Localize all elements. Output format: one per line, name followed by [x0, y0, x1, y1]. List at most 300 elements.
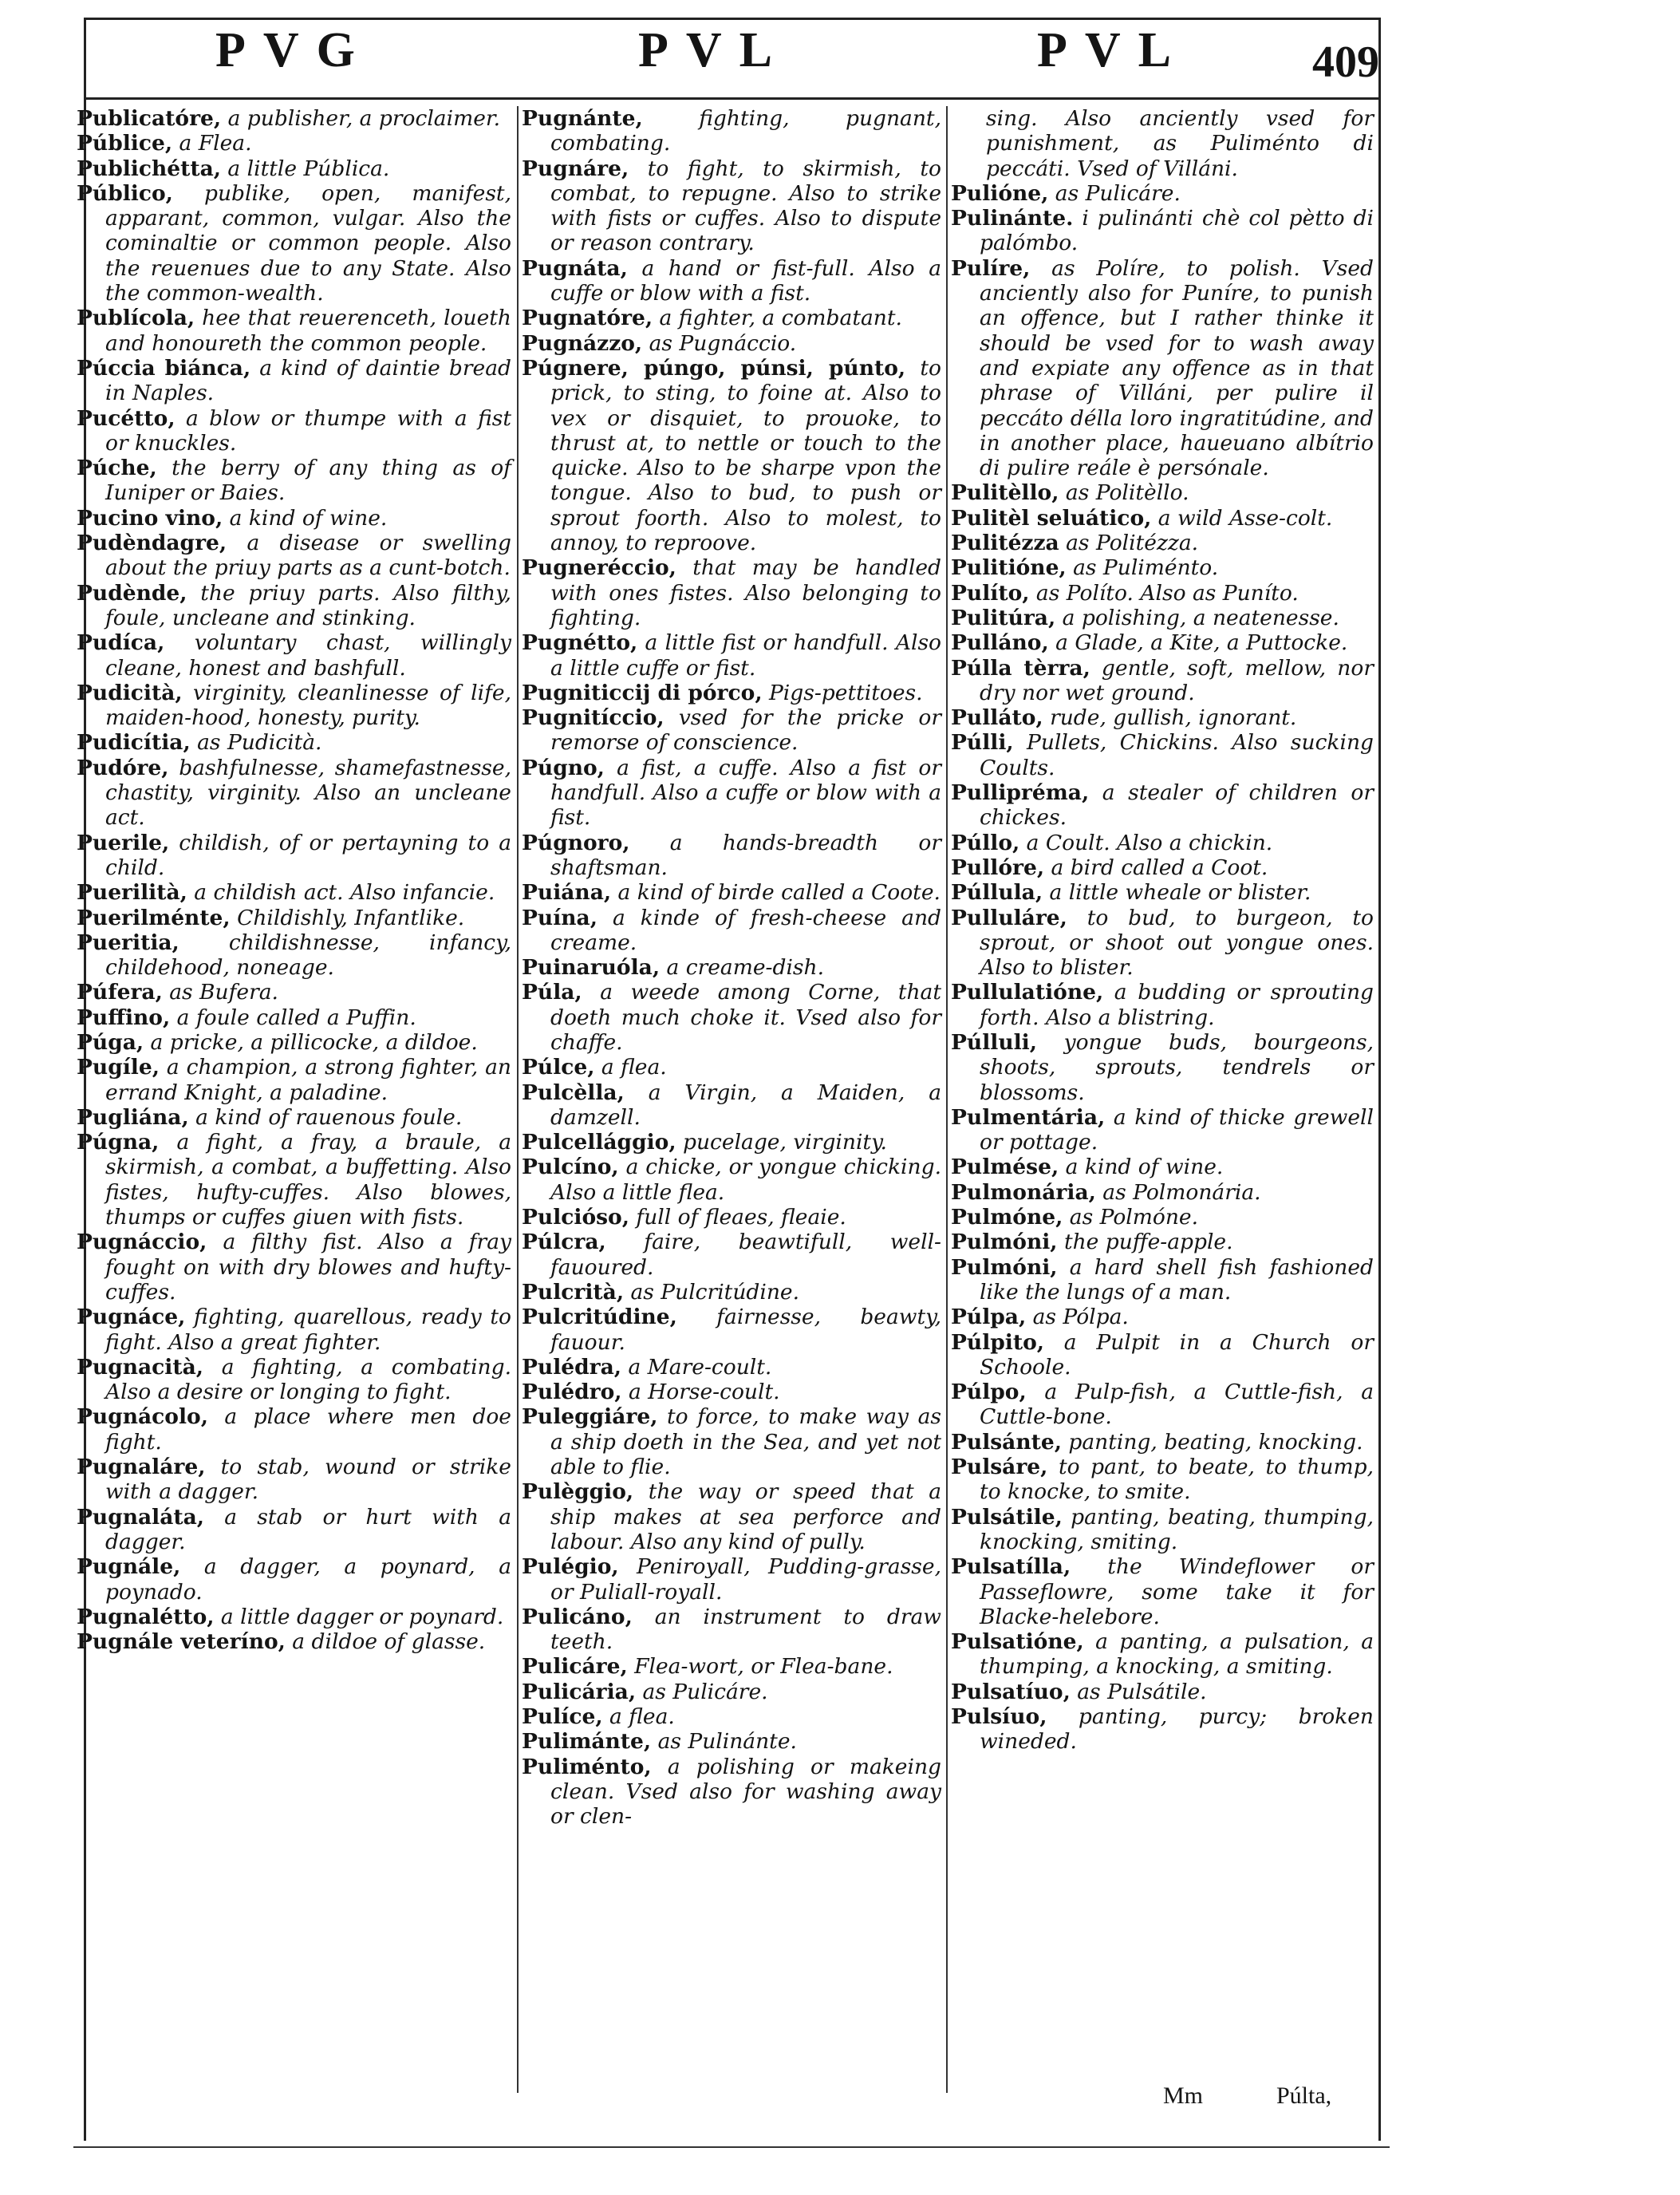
entry-definition: panting, purcy; broken wineded.: [980, 1704, 1374, 1755]
dictionary-entry: [77, 1305, 511, 1355]
entry-definition: fairnesse, beawty, fauour.: [550, 1305, 941, 1355]
dictionary-entry: [522, 980, 941, 1055]
dictionary-entry: [522, 1080, 941, 1131]
entry-headword: Pucino vino,: [77, 505, 223, 531]
dictionary-entry: [951, 880, 1374, 905]
dictionary-column-1: [77, 106, 511, 1654]
entry-definition: Flea-wort, or Flea-bane.: [627, 1654, 893, 1680]
dictionary-entry: [77, 506, 511, 531]
entry-definition: faire, beawtifull, well-fauoured.: [550, 1230, 941, 1280]
dictionary-entry: [951, 630, 1374, 655]
entry-headword: Puerile,: [77, 830, 170, 855]
entry-headword: Pulláno,: [951, 630, 1049, 656]
entry-headword: Púlpito,: [951, 1329, 1044, 1355]
dictionary-entry: [522, 906, 941, 956]
entry-headword: Púllula,: [951, 880, 1043, 906]
entry-headword: Púlpa,: [951, 1305, 1027, 1330]
dictionary-entry: [951, 1430, 1374, 1455]
dictionary-entry: [522, 1230, 941, 1280]
dictionary-entry: [77, 106, 511, 131]
dictionary-entry: [522, 1654, 941, 1679]
entry-definition: a stab or hurt with a dagger.: [105, 1504, 511, 1554]
dictionary-entry: [522, 1305, 941, 1355]
entry-definition: that may be handled with ones fistes. Also belonging to fighting.: [550, 555, 941, 630]
entry-headword: Pulmése,: [951, 1155, 1059, 1180]
dictionary-entry: [951, 1155, 1374, 1179]
entry-definition: Childishly, Infantlike.: [230, 905, 465, 930]
entry-definition: a filthy fist. Also a fray fought on with dry blowes and hufty-cuffes.: [105, 1230, 511, 1305]
entry-headword: Pugnatóre,: [522, 306, 653, 331]
dictionary-entry: [951, 555, 1374, 580]
entry-definition: i pulinánti chè col pètto di palómbo.: [980, 206, 1374, 256]
dictionary-entry: [951, 206, 1374, 256]
entry-definition: fighting, quarellous, ready to fight. Also a great fighter.: [105, 1305, 511, 1355]
entry-headword: Puliménto,: [522, 1754, 652, 1779]
dictionary-entry: [951, 1205, 1374, 1230]
entry-headword: Pullipréma,: [951, 780, 1090, 806]
dictionary-entry: [522, 106, 941, 156]
entry-headword: Pugnaláta,: [77, 1504, 205, 1530]
entry-definition: a Pulpit in a Church or Schoole.: [980, 1329, 1374, 1380]
entry-headword: Pugneréccio,: [522, 555, 676, 581]
dictionary-entry: [77, 1505, 511, 1555]
entry-definition: a Virgin, a Maiden, a damzell.: [550, 1080, 941, 1130]
entry-definition: to fight, to skirmish, to combat, to repugne. Also to strike with fists or cuffes. Also to dispute or reason contrary.: [550, 156, 941, 256]
entry-headword: Pudènde,: [77, 580, 187, 606]
entry-definition: a Coult. Also a chickin.: [1019, 830, 1273, 855]
dictionary-entry: [951, 1230, 1374, 1254]
entry-headword: Pulitèl seluático,: [951, 505, 1152, 531]
entry-definition: a blow or thumpe with a fist or knuckles.: [105, 405, 511, 456]
entry-definition: the Windeflower or Passeflowre, some take it for Blacke-helebore.: [980, 1554, 1374, 1629]
entry-definition: a Mare-coult.: [621, 1354, 772, 1380]
entry-headword: Pugniticcij di pórco,: [522, 680, 763, 705]
entry-headword: Público,: [77, 180, 173, 206]
entry-headword: Pugnále veteríno,: [77, 1629, 286, 1655]
entry-definition: as Políre, to polish. Vsed anciently also for Puníre, to punish an offence, but I rather thinke it should be vsed for to wash away and expiate any offence as in that phrase of Villáni, per pulire il peccáto délla loro ingratitúdine, and in another place, haueuano albítrio di pulire reále è persónale.: [980, 255, 1374, 481]
entry-definition: gentle, soft, mellow, nor dry nor wet ground.: [980, 655, 1374, 705]
dictionary-entry: [522, 1380, 941, 1404]
dictionary-entry: [522, 756, 941, 831]
dictionary-entry: [951, 1505, 1374, 1555]
dictionary-entry: [77, 156, 511, 181]
entry-definition: a childish act. Also infancie.: [187, 880, 495, 906]
entry-headword: Púga,: [77, 1029, 144, 1055]
dictionary-entry: [77, 131, 511, 156]
entry-definition: as Pulicáre.: [1048, 180, 1181, 206]
entry-definition: a hard shell fish fashioned like the lungs of a man.: [980, 1254, 1374, 1305]
entry-headword: Pulsíuo,: [951, 1704, 1047, 1729]
dictionary-entry: [77, 181, 511, 306]
dictionary-entry: [77, 1055, 511, 1105]
entry-headword: Pugnánte,: [522, 106, 643, 131]
dictionary-entry: [77, 1404, 511, 1455]
dictionary-entry: [522, 1729, 941, 1754]
entry-headword: Pulèggio,: [522, 1479, 634, 1505]
dictionary-entry: [522, 955, 941, 980]
dictionary-entry: [522, 1404, 941, 1479]
entry-headword: Pulláto,: [951, 705, 1043, 731]
entry-definition: a dildoe of glasse.: [285, 1629, 486, 1655]
entry-headword: Pulmóni,: [951, 1254, 1058, 1280]
dictionary-entry: [522, 705, 941, 756]
entry-headword: Púgnere, púngo, púnsi, púnto,: [522, 355, 906, 381]
dictionary-entry: [77, 1455, 511, 1505]
dictionary-entry: [77, 456, 511, 506]
entry-definition: as Polmóne.: [1063, 1205, 1199, 1230]
entry-headword: Pulcíno,: [522, 1155, 619, 1180]
entry-definition: hee that reuerenceth, loueth and honoureth the common people.: [105, 306, 511, 356]
entry-headword: Pulmóne,: [951, 1205, 1063, 1230]
entry-headword: Pulsáre,: [951, 1455, 1048, 1480]
dictionary-entry: [522, 1280, 941, 1305]
entry-definition: bashfulnesse, shamefastnesse, chastity, virginity. Also an uncleane act.: [105, 755, 511, 831]
entry-definition: a weede among Corne, that doeth much choke it. Vsed also for chaffe.: [550, 980, 941, 1055]
entry-headword: Pugnáce,: [77, 1305, 186, 1330]
entry-definition: voluntary chast, willingly cleane, honest and bashfull.: [105, 630, 511, 681]
entry-headword: Pulióne,: [951, 180, 1049, 206]
dictionary-entry: [522, 1755, 941, 1830]
entry-headword: Puína,: [522, 905, 597, 930]
entry-headword: Pugliána,: [77, 1104, 189, 1130]
entry-definition: a hands-breadth or shaftsman.: [550, 830, 941, 880]
dictionary-entry: [951, 831, 1374, 855]
dictionary-entry: [522, 555, 941, 630]
entry-headword: Púlluli,: [951, 1029, 1037, 1055]
entry-headword: Pulitézza: [951, 531, 1059, 556]
dictionary-entry: [951, 256, 1374, 481]
dictionary-entry: [77, 1554, 511, 1605]
entry-headword: Pugnaláre,: [77, 1455, 206, 1480]
entry-definition: a little fist or handfull. Also a little cuffe or fist.: [550, 630, 941, 681]
dictionary-entry: [522, 1554, 941, 1605]
entry-headword: Pulíce,: [522, 1704, 603, 1729]
column-divider: [517, 106, 519, 2093]
entry-headword: Pudicità,: [77, 680, 183, 705]
entry-definition: sing. Also anciently vsed for punishment, as Puliménto di peccáti. Vsed of Villáni.: [986, 106, 1374, 181]
dictionary-entry: [951, 1704, 1374, 1755]
entry-definition: a little Pública.: [221, 156, 390, 181]
dictionary-entry: [77, 980, 511, 1005]
entry-headword: Pudíca,: [77, 630, 165, 656]
entry-definition: a wild Asse-colt.: [1151, 505, 1333, 531]
dictionary-entry: [522, 156, 941, 256]
entry-headword: Pulitúra,: [951, 605, 1056, 630]
entry-headword: Pulluláre,: [951, 905, 1067, 930]
entry-definition: a kind of birde called a Coote.: [611, 880, 941, 906]
entry-headword: Pulsatíuo,: [951, 1679, 1071, 1704]
entry-definition: a foule called a Puffin.: [170, 1005, 416, 1030]
entry-definition: a hand or fist-full. Also a cuffe or blow with a fist.: [550, 255, 941, 306]
entry-definition: a kinde of fresh-cheese and creame.: [550, 905, 941, 955]
signature-mark: Mm: [1163, 2082, 1204, 2109]
dictionary-entry: [77, 1230, 511, 1305]
entry-definition: a chicke, or yongue chicking. Also a little flea.: [550, 1155, 941, 1205]
header-rule: [84, 97, 1378, 100]
entry-definition: panting, beating, knocking.: [1061, 1429, 1363, 1455]
entry-definition: panting, beating, thumping, knocking, smiting.: [980, 1504, 1374, 1554]
entry-headword: Puerilità,: [77, 880, 187, 906]
entry-definition: Pigs-pettitoes.: [762, 680, 923, 705]
entry-definition: the puffe-apple.: [1057, 1230, 1233, 1255]
entry-definition: a flea.: [594, 1055, 667, 1080]
entry-headword: Púlcra,: [522, 1230, 606, 1255]
dictionary-entry: [522, 1205, 941, 1230]
entry-headword: Púfera,: [77, 980, 163, 1005]
dictionary-entry: [77, 306, 511, 356]
entry-definition: as Pugnáccio.: [642, 330, 797, 356]
entry-definition: as Puliménto.: [1066, 555, 1219, 581]
entry-headword: Pulmentária,: [951, 1104, 1106, 1130]
entry-definition: to force, to make way as a ship doeth in the Sea, and yet not able to flie.: [550, 1404, 941, 1480]
entry-definition: as Pudicità.: [190, 730, 322, 756]
entry-definition: a pricke, a pillicocke, a dildoe.: [144, 1029, 478, 1055]
dictionary-column-3: [951, 106, 1374, 1755]
entry-headword: Publichétta,: [77, 156, 221, 181]
dictionary-entry: [951, 1554, 1374, 1629]
entry-definition: a kind of daintie bread in Naples.: [105, 355, 511, 406]
entry-definition: Peniroyall, Pudding-grasse, or Puliall-royall.: [550, 1554, 941, 1605]
entry-headword: Pulsatílla,: [951, 1554, 1071, 1580]
dictionary-entry: [951, 606, 1374, 630]
entry-headword: Puinaruóla,: [522, 955, 661, 981]
dictionary-entry: [951, 1305, 1374, 1329]
dictionary-entry: [77, 1030, 511, 1055]
entry-definition: a Glade, a Kite, a Puttocke.: [1048, 630, 1348, 656]
entry-definition: a budding or sprouting forth. Also a blistring.: [980, 980, 1374, 1030]
entry-headword: Púlpo,: [951, 1380, 1027, 1405]
dictionary-entry: [522, 1155, 941, 1205]
dictionary-entry: [77, 406, 511, 456]
entry-definition: a kind of wine.: [223, 505, 388, 531]
entry-headword: Pugnitíccio,: [522, 705, 665, 731]
entry-headword: Pulitèllo,: [951, 480, 1059, 506]
entry-definition: publike, open, manifest, apparant, common, vulgar. Also the cominaltie or common people. Also the reuenues due to any State. Also the common-wealth.: [105, 180, 511, 306]
entry-definition: a Horse-coult.: [621, 1380, 780, 1405]
dictionary-entry: [951, 506, 1374, 531]
entry-definition: a flea.: [602, 1704, 675, 1729]
entry-headword: Pugnáta,: [522, 255, 628, 281]
dictionary-entry: [522, 1055, 941, 1080]
entry-headword: Pulitióne,: [951, 555, 1067, 581]
entry-definition: to prick, to sting, to foine at. Also to vex or disquiet, to prouoke, to thrust at, to nettle or touch to the quicke. Also to be sharpe vpon the tongue. Also to bud, to push or sprout foorth. Also to molest, to annoy, to reproove.: [550, 355, 941, 556]
entry-headword: Publicatóre,: [77, 106, 222, 131]
entry-headword: Pugnácolo,: [77, 1404, 208, 1430]
entry-definition: a panting, a pulsation, a thumping, a knocking, a smiting.: [980, 1629, 1374, 1680]
entry-definition: the berry of any thing as of Iuniper or Baies.: [105, 456, 511, 506]
dictionary-entry: [77, 1355, 511, 1405]
dictionary-entry: [951, 656, 1374, 706]
dictionary-entry: [522, 831, 941, 881]
entry-headword: Pulicária,: [522, 1679, 637, 1704]
entry-headword: Pulcritúdine,: [522, 1305, 677, 1330]
entry-definition: rude, gullish, ignorant.: [1043, 705, 1297, 731]
entry-headword: Pulcellággio,: [522, 1130, 676, 1155]
entry-headword: Pulsánte,: [951, 1429, 1062, 1455]
entry-definition: a fight, a fray, a braule, a skirmish, a combat, a buffetting. Also fistes, hufty-cuffes. Also blowes, thumps or cuffes giuen with fists.: [105, 1130, 511, 1230]
entry-headword: Púlli,: [951, 730, 1014, 756]
entry-definition: a kind of thicke grewell or pottage.: [980, 1104, 1374, 1155]
entry-headword: Pulíre,: [951, 255, 1031, 281]
entry-headword: Púgna,: [77, 1130, 160, 1155]
entry-definition: as Politèllo.: [1059, 480, 1189, 506]
dictionary-entry: [951, 181, 1374, 206]
dictionary-entry: [951, 1030, 1374, 1105]
bottom-rule: [73, 2146, 1390, 2148]
entry-definition: a polishing or makeing clean. Vsed also for washing away or clen-: [550, 1754, 941, 1830]
entry-definition: the way or speed that a ship makes at sea perforce and labour. Also any kind of pully.: [550, 1479, 941, 1554]
column-divider: [946, 106, 948, 2093]
dictionary-entry: [951, 480, 1374, 505]
dictionary-entry: [951, 906, 1374, 981]
dictionary-entry: [951, 1680, 1374, 1704]
dictionary-entry: [77, 1130, 511, 1230]
entry-headword: Púllo,: [951, 830, 1020, 855]
entry-definition: a stealer of children or chickes.: [980, 780, 1374, 831]
entry-headword: Pugnáccio,: [77, 1230, 207, 1255]
entry-headword: Púche,: [77, 456, 157, 481]
entry-headword: Pullulatióne,: [951, 980, 1104, 1005]
entry-definition: a creame-dish.: [660, 955, 825, 981]
entry-definition: a fighting, a combating. Also a desire or longing to fight.: [105, 1354, 511, 1405]
entry-headword: Pulcèlla,: [522, 1080, 625, 1105]
entry-headword: Pulsatióne,: [951, 1629, 1084, 1655]
dictionary-entry: [77, 1005, 511, 1030]
entry-definition: to pant, to beate, to thump, to knocke, to smite.: [980, 1455, 1374, 1505]
entry-headword: Pucétto,: [77, 405, 175, 431]
entry-definition: Pullets, Chickins. Also sucking Coults.: [980, 730, 1374, 780]
dictionary-entry: [951, 705, 1374, 730]
entry-headword: Públice,: [77, 131, 173, 156]
entry-headword: Púlce,: [522, 1055, 595, 1080]
dictionary-entry: [522, 1704, 941, 1729]
entry-definition: as Pulcritúdine.: [624, 1279, 799, 1305]
entry-headword: Pulsátile,: [951, 1504, 1063, 1530]
entry-headword: Pudóre,: [77, 755, 169, 780]
entry-definition: a dagger, a poynard, a poynado.: [105, 1554, 511, 1605]
entry-continuation: [951, 106, 1374, 181]
dictionary-entry: [77, 630, 511, 681]
entry-definition: to bud, to burgeon, to sprout, or shoot out yongue ones. Also to blister.: [980, 905, 1374, 981]
entry-definition: as Polmonária.: [1095, 1179, 1261, 1205]
entry-definition: as Pulsátile.: [1070, 1679, 1207, 1704]
entry-headword: Pudèndagre,: [77, 531, 227, 556]
dictionary-entry: [522, 880, 941, 905]
entry-definition: a champion, a strong fighter, an errand Knight, a paladine.: [105, 1055, 511, 1105]
dictionary-entry: [77, 681, 511, 731]
dictionary-entry: [522, 1479, 941, 1554]
entry-headword: Puiána,: [522, 880, 612, 906]
dictionary-column-2: [522, 106, 941, 1829]
entry-definition: as Pulicáre.: [636, 1679, 768, 1704]
dictionary-entry: [522, 1680, 941, 1704]
entry-definition: a kind of wine.: [1059, 1155, 1224, 1180]
dictionary-entry: [522, 630, 941, 681]
entry-definition: as Politézza.: [1059, 531, 1199, 556]
entry-headword: Puerilménte,: [77, 905, 231, 930]
entry-headword: Pugíle,: [77, 1055, 160, 1080]
entry-headword: Pulégio,: [522, 1554, 619, 1580]
entry-definition: childish, of or pertayning to a child.: [105, 830, 511, 880]
entry-definition: childishnesse, infancy, childehood, noneage.: [105, 930, 511, 981]
entry-definition: yongue buds, bourgeons, shoots, sprouts, tendrels or blossoms.: [980, 1029, 1374, 1105]
entry-headword: Pulédro,: [522, 1380, 622, 1405]
entry-definition: a little dagger or poynard.: [214, 1604, 504, 1629]
dictionary-entry: [522, 331, 941, 356]
dictionary-entry: [77, 831, 511, 881]
entry-definition: as Pulinánte.: [651, 1729, 797, 1755]
entry-headword: Pugnále,: [77, 1554, 181, 1580]
dictionary-entry: [951, 581, 1374, 606]
page-number: 409: [1312, 38, 1379, 87]
dictionary-entry: [951, 1330, 1374, 1380]
dictionary-entry: [522, 356, 941, 555]
dictionary-entry: [77, 1105, 511, 1130]
entry-definition: as Políto. Also as Puníto.: [1029, 580, 1299, 606]
entry-definition: a Pulp-fish, a Cuttle-fish, a Cuttle-bone.: [980, 1380, 1374, 1430]
entry-definition: full of fleaes, fleaie.: [629, 1205, 846, 1230]
catchword: Púlta,: [1276, 2082, 1332, 2109]
entry-definition: a bird called a Coot.: [1044, 855, 1268, 880]
dictionary-entry: [522, 681, 941, 705]
entry-definition: pucelage, virginity.: [676, 1130, 887, 1155]
entry-headword: Pugnétto,: [522, 630, 638, 656]
entry-headword: Pulicáre,: [522, 1654, 628, 1680]
entry-headword: Pulcrità,: [522, 1279, 625, 1305]
dictionary-entry: [951, 780, 1374, 831]
dictionary-entry: [951, 1455, 1374, 1505]
entry-definition: as Bufera.: [162, 980, 278, 1005]
dictionary-entry: [77, 1605, 511, 1629]
entry-definition: a Flea.: [172, 131, 252, 156]
dictionary-entry: [951, 1629, 1374, 1680]
dictionary-entry: [77, 356, 511, 406]
dictionary-entry: [522, 1605, 941, 1655]
dictionary-entry: [951, 730, 1374, 780]
entry-headword: Pugnalétto,: [77, 1604, 215, 1629]
running-head-right: PVL: [1037, 23, 1189, 77]
dictionary-entry: [522, 256, 941, 306]
entry-definition: a publisher, a proclaimer.: [221, 106, 501, 131]
entry-headword: Pullóre,: [951, 855, 1045, 880]
entry-headword: Pulmóni,: [951, 1230, 1058, 1255]
entry-headword: Púccia biánca,: [77, 355, 251, 381]
entry-headword: Pugnáre,: [522, 156, 629, 181]
entry-definition: fighting, pugnant, combating.: [550, 106, 941, 156]
entry-headword: Pulíto,: [951, 580, 1030, 606]
entry-headword: Púgnoro,: [522, 830, 630, 855]
entry-headword: Pulimánte,: [522, 1729, 652, 1755]
dictionary-entry: [522, 306, 941, 330]
entry-headword: Pulcióso,: [522, 1205, 629, 1230]
dictionary-entry: [951, 1180, 1374, 1205]
entry-headword: Pulmonária,: [951, 1179, 1096, 1205]
entry-definition: as Pólpa.: [1026, 1305, 1129, 1330]
dictionary-entry: [951, 855, 1374, 880]
dictionary-entry: [77, 1629, 511, 1654]
dictionary-entry: [77, 880, 511, 905]
dictionary-entry: [951, 980, 1374, 1030]
running-head-center: PVL: [638, 23, 790, 77]
entry-definition: a fist, a cuffe. Also a fist or handfull. Also a cuffe or blow with a fist.: [550, 755, 941, 831]
dictionary-entry: [951, 1105, 1374, 1155]
entry-headword: Pulédra,: [522, 1354, 622, 1380]
entry-definition: a disease or swelling about the priuy parts as a cunt-botch.: [105, 531, 511, 581]
running-head-left: PVG: [215, 23, 373, 77]
dictionary-entry: [951, 1380, 1374, 1430]
entry-definition: virginity, cleanlinesse of life, maiden-hood, honesty, purity.: [105, 680, 511, 731]
dictionary-entry: [77, 756, 511, 831]
